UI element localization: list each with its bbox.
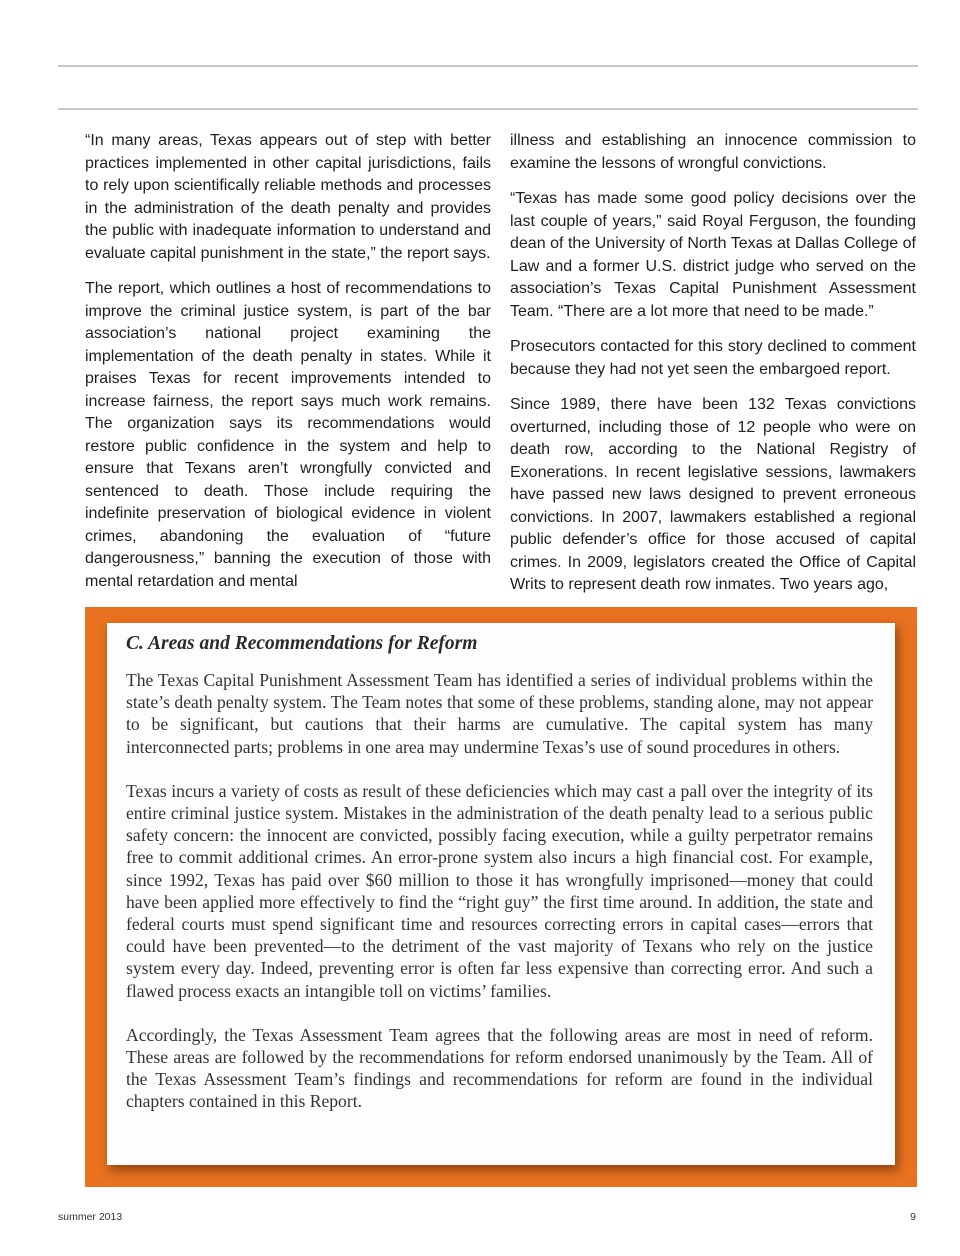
article-column-left bbox=[85, 130, 491, 606]
footer-page-number: 9 bbox=[910, 1211, 916, 1223]
article-paragraph: “Texas has made some good policy decisions over the last couple of years,” said Royal Ferguson, the founding dean of the University of North Texas at Dallas College of Law and a former U.S. district judge who served on the association’s Texas Capital Punishment Assessment Team. “There are a lot more that need to be made.” bbox=[510, 190, 916, 320]
footer-issue: summer 2013 bbox=[58, 1211, 123, 1223]
article-paragraph: “In many areas, Texas appears out of step with better practices implemented in other capital jurisdictions, fails to rely upon scientifically reliable methods and processes in the administration of the death penalty and provides the public with inadequate information to understand and evaluate capital punishment in the state,” the report says. bbox=[85, 132, 491, 262]
header-rule-bottom bbox=[58, 108, 918, 110]
report-excerpt-paragraph: The Texas Capital Punishment Assessment Team has identified a series of individual problems within the state’s death penalty system. The Team notes that some of these problems, standing alone, may not appear to be significant, but cautions that their harms are cumulative. The capital system has many interconnected parts; problems in one area may undermine Texas’s use of sound procedures in others. bbox=[126, 670, 873, 757]
article-column-right bbox=[510, 130, 916, 610]
article-paragraph: illness and establishing an innocence commission to examine the lessons of wrongful convictions. bbox=[510, 132, 916, 172]
report-excerpt-paragraph: Accordingly, the Texas Assessment Team agrees that the following areas are most in need of reform. These areas are followed by the recommendations for reform endorsed unanimously by the Team. All of the Texas Assessment Team’s findings and recommendations for reform are found in the individual chapters contained in this Report. bbox=[126, 1024, 873, 1112]
report-excerpt-paragraph: Texas incurs a variety of costs as result of these deficiencies which may cast a pall over the integrity of its entire criminal justice system. Mistakes in the administration of the death penalty lead to a serious public safety concern: the innocent are convicted, possibly facing execution, while a guilty perpetrator remains free to commit additional crimes. An error-prone system also incurs a high financial cost. For example, since 1992, Texas has paid over $60 million to those it has wrongfully imprisoned—money that could have been applied more effectively to find the “right guy” the first time around. In addition, the state and federal courts must spend significant time and resources correcting errors in capital cases—errors that could have been prevented—to the detriment of the vast majority of Texans who rely on the justice system every day. Indeed, preventing error is often far less expensive than correcting error. And such a flawed process exacts an intangible toll on victims’ families. bbox=[126, 780, 873, 1001]
article-paragraph: The report, which outlines a host of recommendations to improve the criminal justice system, is part of the bar association’s national project examining the implementation of the death penalty in states. While it praises Texas for recent improvements intended to increase fairness, the report says much work remains. The organization says its recommendations would restore public confidence in the system and help to ensure that Texans aren’t wrongfully convicted and sentenced to death. Those include requiring the indefinite preservation of biological evidence in violent crimes, abandoning the evaluation of “future dangerousness,” banning the execution of those with mental retardation and mental bbox=[85, 280, 491, 590]
article-paragraph: Since 1989, there have been 132 Texas convictions overturned, including those of 12 people who were on death row, according to the National Registry of Exonerations. In recent legislative sessions, lawmakers have passed new laws designed to prevent erroneous convictions. In 2007, lawmakers established a regional public defender’s office for those accused of capital crimes. In 2009, legislators created the Office of Capital Writs to represent death row inmates. Two years ago, bbox=[510, 396, 916, 593]
header-rule-top bbox=[58, 65, 918, 67]
report-excerpt-heading: C. Areas and Recommendations for Reform bbox=[126, 633, 478, 654]
article-paragraph: Prosecutors contacted for this story declined to comment because they had not yet seen the embargoed report. bbox=[510, 338, 916, 378]
report-excerpt-frame bbox=[85, 607, 917, 1187]
report-excerpt-page bbox=[107, 623, 895, 1165]
